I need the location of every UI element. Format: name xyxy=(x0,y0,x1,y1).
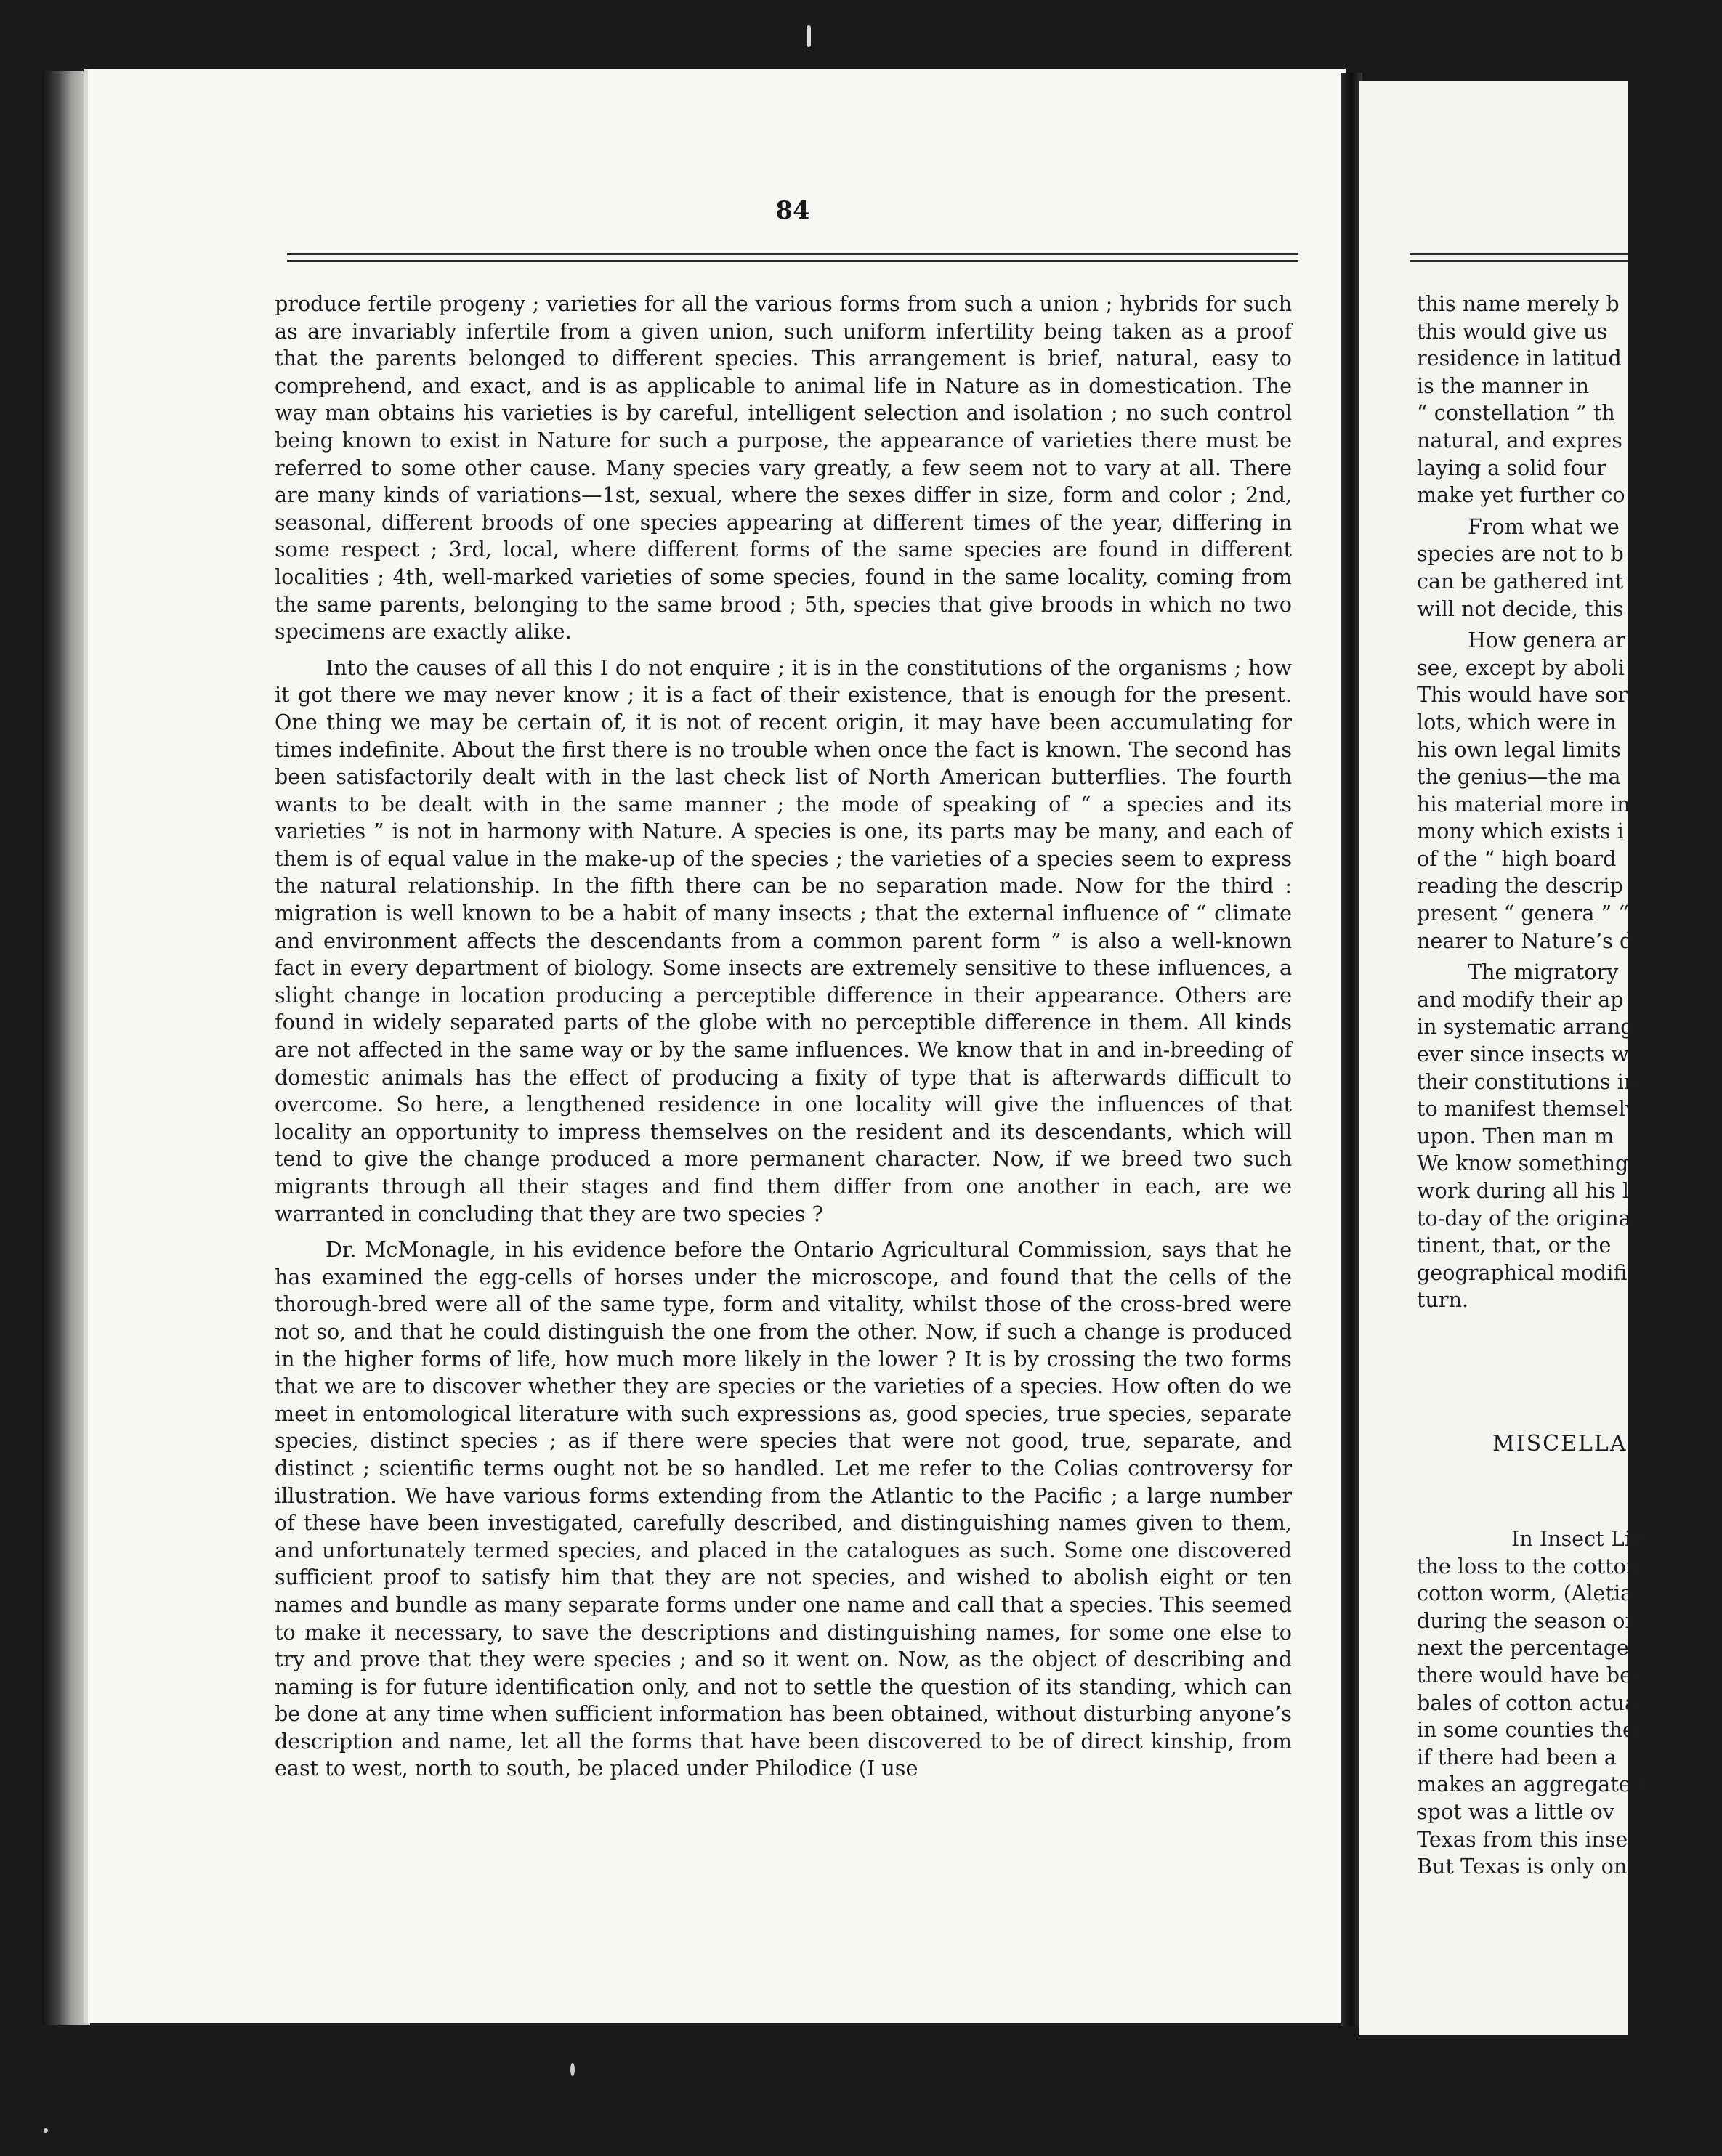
text-line: “ constellation ” th xyxy=(1417,400,1615,426)
text-line: bales of cotton actua xyxy=(1417,1690,1638,1715)
text-line: is the manner in xyxy=(1417,373,1590,398)
text-line: work during all his l xyxy=(1417,1178,1630,1203)
text-line: laying a solid four xyxy=(1417,455,1606,480)
section-heading: MISCELLA xyxy=(1492,1431,1628,1456)
right-column-text xyxy=(1417,291,1722,1314)
text-line: make yet further co xyxy=(1417,482,1625,508)
text-line: mony which exists i xyxy=(1417,819,1624,844)
page-number: 84 xyxy=(775,196,810,225)
text-line: if there had been a xyxy=(1417,1744,1617,1770)
text-line: the genius—the ma xyxy=(1417,764,1621,790)
paragraph: Dr. McMonagle, in his evidence before the Ontario Agricultural Commission, says that he has examined the egg-cells of horses under the microscope, and found that the cells of the thorough-bred were all of the same type, form and vitality, whilst those of the cross-bred were not so, and that he could distinguish the one from the other. Now, if such a change is produced in the higher forms of life, how much more likely in the lower ? It is by crossing the two forms that we are to discover whether they are species or the varieties of a species. How often do we meet in entomological literature with such expressions as, good species, true species, separate species, distinct species ; as if there were species that were not good, true, separate, and distinct ; scientific terms ought not be so handled. Let me refer to the Colias controversy for illustration. We have various forms extending from the Atlantic to the Pacific ; a large number of these have been investigated, carefully described, and distinguishing names given to them, and unfortunately termed species, and placed in the catalogues as such. Some one discovered sufficient proof to satisfy him that they are not species, and wished to abolish eight or ten names and bundle as many separate forms under one name and call that a species. This seemed to make it necessary, to save the descriptions and distinguishing names, for some one else to try and prove that they were species ; and so it went on. Now, as the object of describing and naming is for future identification only, and not to settle the question of its standing, which can be done at any time when sufficient information has been obtained, without disturbing anyone’s description and name, let all the forms that have been discovered to be of direct kinship, from east to west, north to south, be placed under Philodice (I use xyxy=(275,1237,1292,1781)
text-line: to-day of the origina xyxy=(1417,1205,1631,1231)
text-line: turn. xyxy=(1417,1287,1469,1313)
text-line: and modify their ap xyxy=(1417,986,1624,1012)
text-line: this name merely b xyxy=(1417,291,1620,316)
right-header-rule-bottom xyxy=(1410,260,1628,262)
text-line: species are not to b xyxy=(1417,541,1624,567)
text-line: But Texas is only on xyxy=(1417,1854,1628,1879)
text-line: can be gathered int xyxy=(1417,568,1624,593)
text-line: will not decide, this xyxy=(1417,596,1624,621)
text-line: his own legal limits xyxy=(1417,737,1621,762)
text-line: The migratory xyxy=(1468,960,1619,985)
text-line: natural, and expres xyxy=(1417,427,1622,453)
text-line: during the season of xyxy=(1417,1608,1633,1633)
text-line: This would have sor xyxy=(1417,682,1628,708)
scan-speck xyxy=(570,2063,575,2076)
right-column-text-lower xyxy=(1417,1525,1722,1881)
text-line: makes an aggregate l xyxy=(1417,1772,1644,1797)
text-line: spot was a little ov xyxy=(1417,1799,1614,1824)
text-line: their constitutions in xyxy=(1417,1069,1638,1094)
text-line: From what we xyxy=(1468,514,1620,539)
text-line: Texas from this inse xyxy=(1417,1826,1628,1852)
scan-speck xyxy=(44,2128,48,2133)
text-line: geographical modific xyxy=(1417,1260,1639,1285)
header-rule-bottom xyxy=(287,260,1298,262)
text-line: the loss to the cotton xyxy=(1417,1553,1640,1578)
text-line: in some counties ther xyxy=(1417,1717,1645,1743)
text-line: his material more in xyxy=(1417,791,1630,816)
text-line: reading the descrip xyxy=(1417,873,1623,899)
text-line: lots, which were in xyxy=(1417,709,1617,734)
text-line: see, except by aboli xyxy=(1417,654,1625,680)
text-line: next the percentage xyxy=(1417,1635,1629,1661)
text-line: of the “ high board xyxy=(1417,846,1617,871)
text-line: residence in latitud xyxy=(1417,346,1622,371)
text-line: ever since insects w xyxy=(1417,1042,1629,1067)
paragraph: Into the causes of all this I do not enquire ; it is in the constitutions of the organisms ; how it got there we may never know ; it is a fact of their existence, that is enough for the present. One thing we may be certain of, it is not of recent origin, it may have been accumulating for times indefinite. About the first there is no trouble when once the fact is known. The second has been satisfactorily dealt with in the last check list of North American butterflies. The fourth wants to be dealt with in the same manner ; the mode of speaking of “ a species and its varieties ” is not in harmony with Nature. A species is one, its parts may be many, and each of them is of equal value in the make-up of the species ; the varieties of a species seem to express the natural relationship. In the fifth there can be no separation made. Now for the third : migration is well known to be a habit of many insects ; that the external influence of “ climate and environment affects the descendants from a common parent form ” is also a well-known fact in every department of biology. Some insects are extremely sensitive to these influences, a slight change in location producing a perceptible difference in their appearance. Others are found in widely separated parts of the globe with no perceptible difference in them. All kinds are not affected in the same way or by the same influences. We know that in and in-breeding of domestic animals has the effect of producing a fixity of type that is afterwards difficult to overcome. So here, a lengthened residence in one locality will give the influences of that locality an opportunity to impress themselves on the resident and its descendants, which will tend to give the change produced a more permanent character. Now, if we breed two such migrants through all their stages and find them differ from one another in each, are we warranted in concluding that they are two species ? xyxy=(275,654,1292,1226)
scan-speck xyxy=(807,25,811,47)
text-line: tinent, that, or the xyxy=(1417,1233,1612,1258)
text-line: in systematic arrang xyxy=(1417,1014,1634,1040)
text-line: there would have bee xyxy=(1417,1662,1644,1687)
text-line: cotton worm, (Aletia xyxy=(1417,1581,1633,1606)
text-line: In Insect Life xyxy=(1511,1526,1652,1551)
text-line: this would give us xyxy=(1417,318,1608,344)
text-line: We know something xyxy=(1417,1151,1629,1176)
header-rule-top xyxy=(287,253,1298,255)
text-line: upon. Then man m xyxy=(1417,1123,1614,1148)
paragraph: produce fertile progeny ; varieties for all the various forms from such a union ; hybrids for such as are invariably infertile from a given union, such uniform infertility being taken as a proof that the parents belonged to different species. This arrangement is brief, natural, easy to comprehend, and exact, and is as applicable to animal life in Nature as in domestication. The way man obtains his varieties is by careful, intelligent selection and isolation ; no such control being known to exist in Nature for such a purpose, the appearance of varieties there must be referred to some other cause. Many species vary greatly, a few seem not to vary at all. There are many kinds of variations—1st, sexual, where the sexes differ in size, form and color ; 2nd, seasonal, different broods of one species appearing at different times of the year, differing in some respect ; 3rd, local, where different forms of the same species are found in different localities ; 4th, well-marked varieties of some species, found in the same locality, coming from the same parents, belonging to the same brood ; 5th, species that give broods in which no two specimens are exactly alike. xyxy=(275,291,1292,644)
text-line: nearer to Nature’s d xyxy=(1417,928,1633,953)
text-line: to manifest themselv xyxy=(1417,1096,1638,1122)
left-column-text xyxy=(275,291,1292,1783)
right-header-rule-top xyxy=(1410,253,1628,255)
text-line: present “ genera ” “ xyxy=(1417,901,1629,926)
text-line: How genera ar xyxy=(1468,628,1625,653)
